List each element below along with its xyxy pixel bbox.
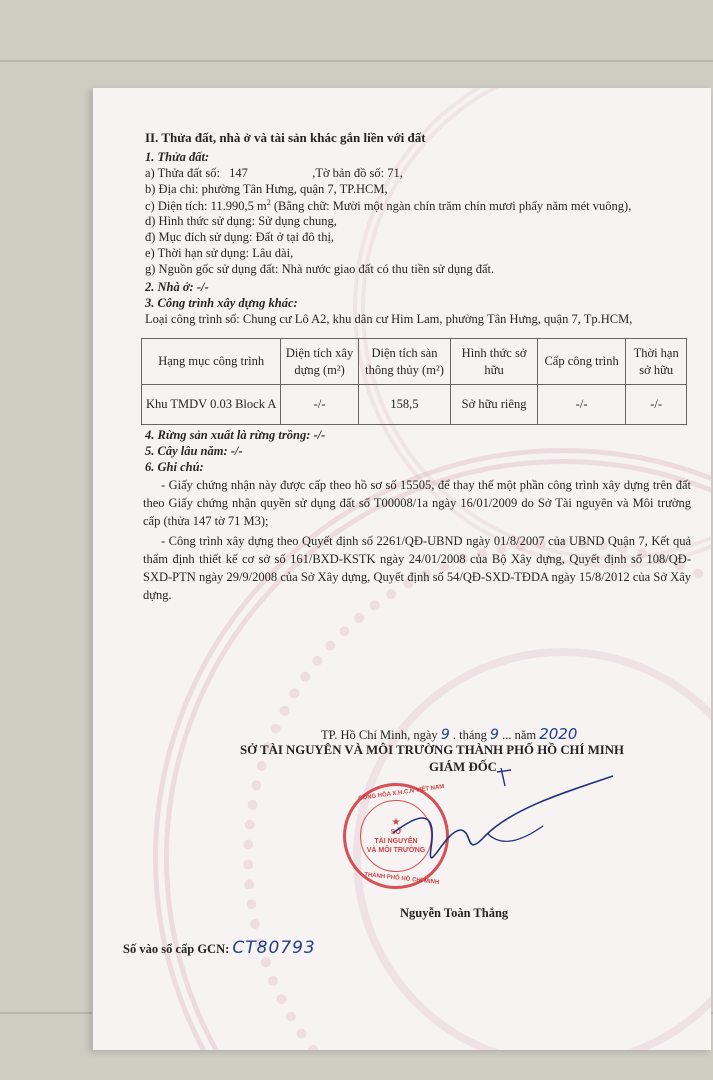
address-line: b) Địa chỉ: phường Tân Hưng, quận 7, TP.HCM, <box>145 182 388 196</box>
agency-name: SỞ TÀI NGUYÊN VÀ MÔI TRƯỜNG THÀNH PHỐ HỒ CHÍ MINH <box>240 743 624 757</box>
notes-heading: 6. Ghi chú: <box>145 460 204 474</box>
usage-term-line: e) Thời hạn sử dụng: Lâu dài, <box>145 246 294 260</box>
area-suffix: (Bằng chữ: Mười một ngàn chín trăm chín mươi phẩy năm mét vuông), <box>270 199 632 214</box>
land-heading: 1. Thửa đất: <box>145 150 210 164</box>
table-header-cell: Diện tích xây dựng (m²) <box>281 339 358 385</box>
note-paragraph-2: - Công trình xây dựng theo Quyết định số 2261/QĐ-UBND ngày 01/8/2007 của UBND Quận 7, Kết quả thẩm định thiết kế cơ sở số 161/BXD-KSTK ngày 24/01/2008 của Bộ Xây dựng, Quyết định số 108/QĐ-SXD-PTN ngày 29/9/2008 của Sở Xây dựng, Quyết định số 54/QĐ-SXD-TĐDA ngày 15/8/2012 của Sở Xây dựng. <box>143 534 691 602</box>
position-title: GIÁM ĐỐC <box>429 760 497 774</box>
stamp-line-2: TÀI NGUYÊN <box>374 837 418 845</box>
certificate-page <box>92 88 711 1050</box>
table-cell: Khu TMDV 0.03 Block A <box>142 385 281 425</box>
table-header-cell: Thời hạn sở hữu <box>626 339 687 385</box>
month-label: . tháng <box>452 728 487 742</box>
stamp-line-3: VÀ MÔI TRƯỜNG <box>366 846 426 854</box>
perennial-heading: 5. Cây lâu năm: -/- <box>145 444 243 458</box>
construction-heading: 3. Công trình xây dựng khác: <box>145 296 298 310</box>
table-cell: -/- <box>537 385 625 425</box>
usage-form-line: d) Hình thức sử dụng: Sử dụng chung, <box>145 214 337 228</box>
table-header-cell: Hình thức sở hữu <box>451 339 538 385</box>
usage-purpose-line: đ) Mục đích sử dụng: Đất ở tại đô thị, <box>145 230 335 244</box>
land-origin-line: g) Nguồn gốc sử dụng đất: Nhà nước giao đất có thu tiền sử dụng đất. <box>145 262 495 276</box>
signer-name: Nguyễn Toàn Thắng <box>400 906 509 920</box>
stamp-ring-bottom: THÀNH PHỐ HỒ CHÍ MINH <box>363 872 440 886</box>
map-value: 71, <box>387 166 403 180</box>
star-icon: ★ <box>391 816 401 828</box>
map-label: ,Tờ bản đồ số: <box>312 166 385 180</box>
table-header-cell: Hạng mục công trình <box>142 339 281 385</box>
table-cell: -/- <box>626 385 687 425</box>
stamp-ring-top: CỘNG HÒA X.H.C.N VIỆT NAM <box>358 783 445 803</box>
house-heading: 2. Nhà ở: -/- <box>145 280 209 294</box>
certificate-content <box>93 88 711 1050</box>
place-date-prefix: TP. Hồ Chí Minh, ngày <box>321 728 438 742</box>
year-label: ... năm <box>502 728 537 742</box>
registry-line <box>123 938 316 958</box>
table-cell: 158,5 <box>358 385 450 425</box>
parcel-value: 147 <box>229 166 248 180</box>
floor-seam <box>0 60 713 62</box>
handwritten-month: 9 <box>490 727 499 743</box>
area-superscript: 2 <box>266 198 271 207</box>
registry-label: Số vào sổ cấp GCN: <box>123 942 230 956</box>
stamp-line-1: SỞ <box>390 828 402 836</box>
area-prefix: c) Diện tích: 11.990,5 m <box>145 199 267 214</box>
handwritten-day: 9 <box>440 727 450 743</box>
table-cell: -/- <box>281 385 358 425</box>
note-paragraph-1: - Giấy chứng nhận này được cấp theo hồ sơ số 15505, để thay thế một phần công trình xây dựng trên đất theo Giấy chứng nhận quyền sử dụng đất số T00008/1a ngày 16/01/2009 do Sở Tài nguyên và Môi trường cấp (thửa 147 tờ 71 M3); <box>143 478 691 528</box>
section-title: II. Thửa đất, nhà ở và tài sản khác gắn liền với đất <box>145 130 426 145</box>
table-header-cell: Cấp công trình <box>537 339 625 385</box>
parcel-label: a) Thửa đất số: <box>145 166 220 180</box>
forest-heading: 4. Rừng sản xuất là rừng trồng: -/- <box>145 428 326 442</box>
table-header-cell: Diện tích sàn thông thủy (m²) <box>358 339 450 385</box>
handwritten-year: 2020 <box>539 725 578 743</box>
registry-number: CT80793 <box>232 938 316 958</box>
construction-type-line: Loại công trình số: Chung cư Lô A2, khu dân cư Him Lam, phường Tân Hưng, quận 7, Tp.HCM, <box>145 312 633 326</box>
table-cell: Sở hữu riêng <box>451 385 538 425</box>
